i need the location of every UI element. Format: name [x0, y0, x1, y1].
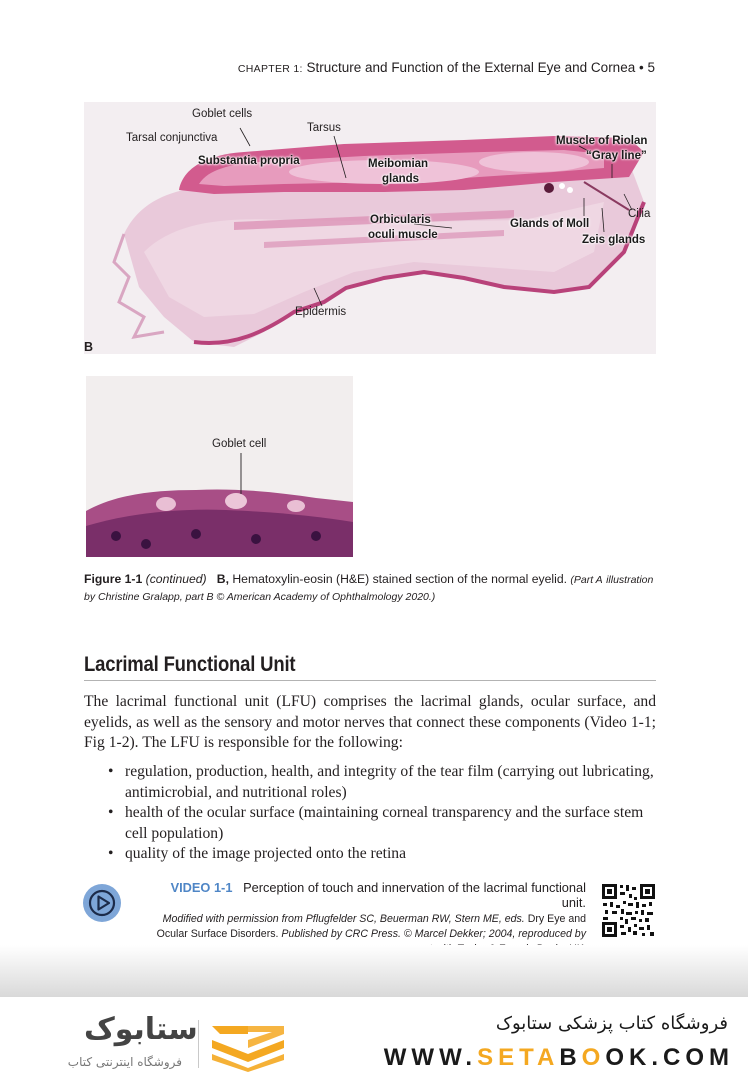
play-button[interactable]: [83, 884, 121, 922]
video-source-1: Modified with permission from Pflugfelder SC, Beuerman RW, Stern ME, eds.: [162, 913, 525, 925]
label-tarsal-conjunctiva: Tarsal conjunctiva: [126, 132, 218, 144]
label-meibomian: Meibomian: [368, 158, 429, 170]
url-mid: B: [559, 1044, 582, 1071]
chapter-title: Structure and Function of the External Eye and Cornea: [306, 60, 636, 75]
store-name: فروشگاه کتاب پزشکی ستابوک: [495, 1013, 728, 1034]
goblet-cell-figure: [86, 376, 353, 557]
list-item: • health of the ocular surface (maintaining corneal transparency and the surface stem cell population): [108, 803, 656, 844]
list-item: • regulation, production, health, and integrity of the tear film (carrying out lubricating, antimicrobial, and nutritional roles): [108, 762, 656, 803]
logo-divider: [198, 1020, 199, 1068]
label-goblet-cells: Goblet cells: [192, 108, 253, 120]
eyelid-histology-figure: [84, 102, 656, 354]
label-glands-of-moll: Glands of Moll: [510, 218, 590, 230]
label-goblet-cell: Goblet cell: [212, 438, 267, 450]
goblet-cell-illustration: [86, 376, 353, 557]
section-heading: Lacrimal Functional Unit: [84, 653, 296, 676]
url-o: O: [581, 1044, 606, 1071]
label-gray-line: “Gray line”: [586, 150, 647, 162]
figure-part: B,: [216, 572, 229, 586]
video-source-book: Dry Eye and Ocular Surface Disorders.: [156, 913, 586, 940]
label-epidermis: Epidermis: [295, 306, 347, 318]
setabook-logo-mark: [208, 1020, 288, 1072]
label-muscle-of-riolan: Muscle of Riolan: [556, 135, 648, 147]
label-orbicularis: Orbicularis: [370, 214, 431, 226]
figure-caption: [84, 571, 659, 605]
lfu-bullet-list: [108, 762, 656, 865]
chapter-label: CHAPTER 1:: [237, 63, 303, 75]
running-header: [0, 60, 655, 75]
figure-caption-text: Hematoxylin-eosin (H&E) stained section of the normal eyelid.: [232, 572, 568, 586]
figure-credit-1: (Part A: [570, 574, 603, 586]
page-number: 5: [647, 60, 655, 75]
qr-code-icon: [601, 883, 656, 938]
setabook-logo-subtitle: فروشگاه اینترنتی کتاب: [67, 1055, 182, 1069]
url-highlight: SETA: [477, 1044, 560, 1071]
video-id: VIDEO 1-1: [170, 880, 233, 895]
video-title: Perception of touch and innervation of the lacrimal functional unit.: [243, 880, 586, 910]
url-prefix: WWW.: [383, 1044, 478, 1071]
page-bottom-shadow: [0, 945, 748, 997]
video-qr-code[interactable]: [601, 883, 656, 938]
label-meibomian-glands: glands: [382, 173, 420, 185]
body-paragraph: The lacrimal functional unit (LFU) comprises the lacrimal glands, ocular surface, and eyelids, as well as the sensory and motor nerves that connect these components (Video 1-1; Fig 1-2). The LFU is responsible for the following:: [84, 693, 656, 751]
store-url[interactable]: [384, 1044, 734, 1072]
label-oculi-muscle: oculi muscle: [368, 229, 438, 241]
panel-letter-b: B: [84, 340, 94, 354]
label-substantia-propria: Substantia propria: [198, 155, 300, 167]
label-zeis-glands: Zeis glands: [582, 234, 646, 246]
url-suffix: OK.COM: [605, 1044, 734, 1071]
list-item: • quality of the image projected onto the retina: [108, 844, 656, 865]
figure-continued: (continued): [145, 572, 207, 586]
setabook-logo-text: ستابوک: [84, 1012, 198, 1047]
figure-id: Figure 1-1: [84, 572, 143, 586]
heading-rule: [84, 680, 656, 681]
label-cilia: Cilia: [628, 208, 651, 220]
play-icon: [83, 884, 121, 922]
video-source-2: Published by CRC Press. © Marcel Dekker; 2004, reproduced by: [281, 928, 586, 940]
label-tarsus: Tarsus: [307, 122, 341, 134]
figure-credit-2: illustration by Christine Gralapp, part B © American Academy of Ophthalmology 2020.): [84, 574, 654, 603]
header-bullet: •: [638, 60, 644, 75]
